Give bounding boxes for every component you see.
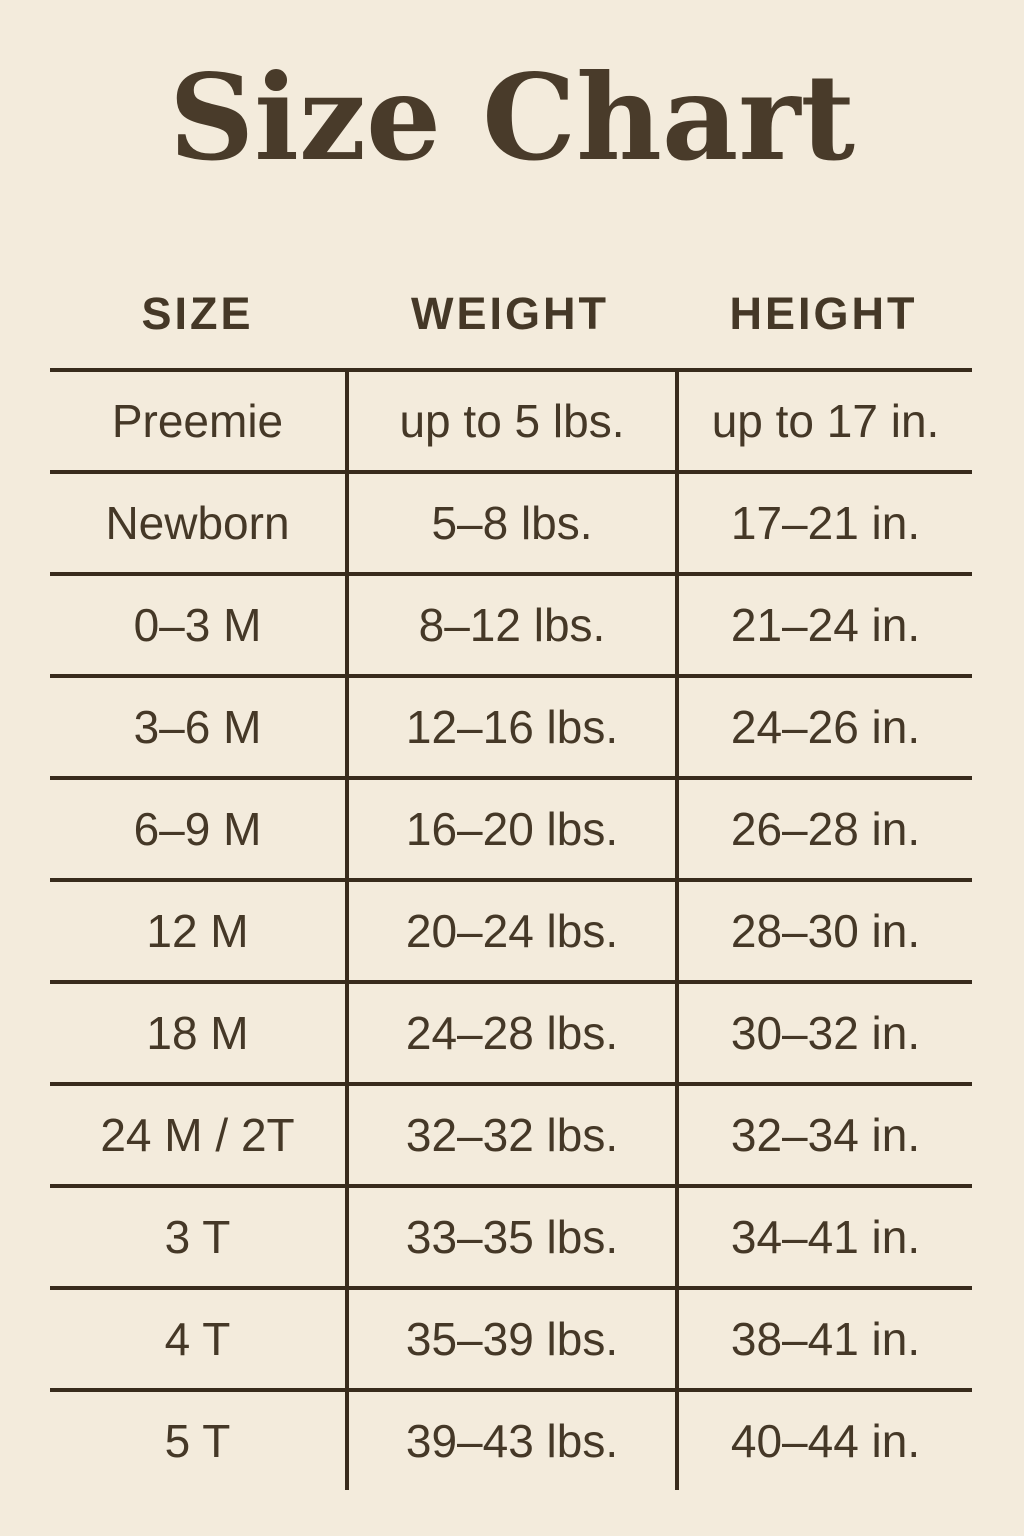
weight-cell: 16–20 lbs. bbox=[345, 780, 675, 878]
table-row-3t bbox=[50, 1184, 972, 1286]
table-row-18m bbox=[50, 980, 972, 1082]
size-cell: 18 M bbox=[146, 1007, 249, 1059]
size-cell: 3 T bbox=[164, 1211, 231, 1263]
size-cell: 5 T bbox=[164, 1415, 231, 1467]
table-row-24m-2t bbox=[50, 1082, 972, 1184]
height-cell: 21–24 in. bbox=[675, 576, 972, 674]
table-row-5t bbox=[50, 1388, 972, 1490]
table-row-6-9m bbox=[50, 776, 972, 878]
height-cell: 28–30 in. bbox=[675, 882, 972, 980]
size-cell: 24 M / 2T bbox=[100, 1109, 295, 1161]
column-header-height: HEIGHT bbox=[729, 288, 918, 339]
table-row-4t bbox=[50, 1286, 972, 1388]
table-row-0-3m bbox=[50, 572, 972, 674]
table-row-preemie bbox=[50, 368, 972, 470]
height-cell: 40–44 in. bbox=[675, 1392, 972, 1490]
height-cell: 30–32 in. bbox=[675, 984, 972, 1082]
weight-cell: 5–8 lbs. bbox=[345, 474, 675, 572]
table-row-3-6m bbox=[50, 674, 972, 776]
page-title: Size Chart bbox=[168, 48, 856, 187]
weight-cell: 32–32 lbs. bbox=[345, 1086, 675, 1184]
column-header-weight: WEIGHT bbox=[411, 288, 609, 339]
weight-cell: up to 5 lbs. bbox=[345, 372, 675, 470]
weight-cell: 20–24 lbs. bbox=[345, 882, 675, 980]
height-cell: 34–41 in. bbox=[675, 1188, 972, 1286]
size-chart-table bbox=[50, 368, 972, 1490]
size-cell: 12 M bbox=[146, 905, 249, 957]
height-cell: 24–26 in. bbox=[675, 678, 972, 776]
table-row-newborn bbox=[50, 470, 972, 572]
height-cell: 26–28 in. bbox=[675, 780, 972, 878]
weight-cell: 39–43 lbs. bbox=[345, 1392, 675, 1490]
weight-cell: 8–12 lbs. bbox=[345, 576, 675, 674]
height-cell: 17–21 in. bbox=[675, 474, 972, 572]
weight-cell: 33–35 lbs. bbox=[345, 1188, 675, 1286]
size-cell: Preemie bbox=[111, 395, 284, 447]
weight-cell: 12–16 lbs. bbox=[345, 678, 675, 776]
size-cell: 4 T bbox=[164, 1313, 231, 1365]
height-cell: 32–34 in. bbox=[675, 1086, 972, 1184]
column-header-size: SIZE bbox=[141, 288, 254, 339]
size-cell: Newborn bbox=[105, 497, 290, 549]
weight-cell: 35–39 lbs. bbox=[345, 1290, 675, 1388]
size-cell: 6–9 M bbox=[133, 803, 262, 855]
size-cell: 3–6 M bbox=[133, 701, 262, 753]
height-cell: 38–41 in. bbox=[675, 1290, 972, 1388]
table-row-12m bbox=[50, 878, 972, 980]
size-cell: 0–3 M bbox=[133, 599, 262, 651]
size-chart-header-row bbox=[50, 284, 972, 344]
weight-cell: 24–28 lbs. bbox=[345, 984, 675, 1082]
height-cell: up to 17 in. bbox=[675, 372, 972, 470]
